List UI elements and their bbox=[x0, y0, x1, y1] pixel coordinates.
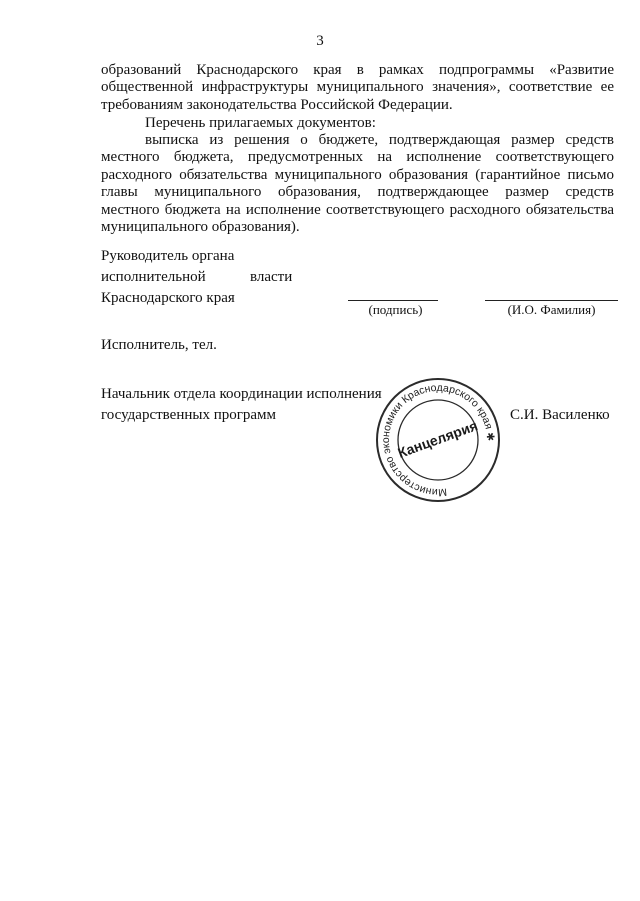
text-line: требованиям законодательства Российской Федерации. bbox=[101, 96, 453, 113]
attachments-heading: Перечень прилагаемых документов: bbox=[145, 115, 376, 131]
text-line: муниципального образования). bbox=[101, 219, 300, 236]
page-number: 3 bbox=[316, 33, 324, 49]
head-signature-title bbox=[101, 246, 341, 309]
text-line: местного бюджета, предусмотренных на исполнение соответствующего bbox=[101, 149, 614, 166]
chief-name: С.И. Василенко bbox=[510, 407, 610, 423]
signature-caption: (подпись) bbox=[368, 302, 423, 317]
name-caption: (И.О. Фамилия) bbox=[507, 302, 596, 317]
text-line: общественной инфраструктуры муниципального значения», соответствие ее bbox=[101, 79, 614, 96]
text-line: главы муниципального образования, подтверждающее размер средств bbox=[101, 184, 614, 201]
head-title-line2-right: власти bbox=[250, 269, 293, 285]
head-title-line1: Руководитель органа bbox=[101, 248, 235, 264]
head-title-line3: Краснодарского края bbox=[101, 290, 235, 306]
name-line bbox=[485, 300, 618, 301]
text-line: выписка из решения о бюджете, подтверждающая размер средств bbox=[145, 132, 614, 148]
attachments-heading-block bbox=[101, 115, 614, 132]
head-title-line2-left: исполнительной bbox=[101, 269, 206, 285]
head-title-line2 bbox=[101, 267, 341, 288]
signature-line bbox=[348, 300, 438, 301]
chief-title-line1: Начальник отдела координации исполнения bbox=[101, 386, 382, 402]
text-line: местного бюджета на исполнение соответствующего расходного обязательства bbox=[101, 201, 614, 218]
chief-title bbox=[101, 384, 401, 426]
stamp-ring-text: Министерство экономики Краснодарского края ✱ bbox=[379, 381, 497, 499]
attachments-paragraph bbox=[101, 132, 614, 236]
stamp-center-text: Канцелярия bbox=[395, 417, 480, 461]
text-line: образований Краснодарского края в рамках подпрограммы «Развитие bbox=[101, 62, 614, 78]
text-line: расходного обязательства муниципального образования (гарантийное письмо bbox=[101, 166, 614, 183]
executor-line: Исполнитель, тел. bbox=[101, 337, 217, 353]
paragraph-continuation bbox=[101, 62, 614, 114]
official-stamp bbox=[375, 377, 501, 503]
chief-title-line2: государственных программ bbox=[101, 407, 277, 423]
